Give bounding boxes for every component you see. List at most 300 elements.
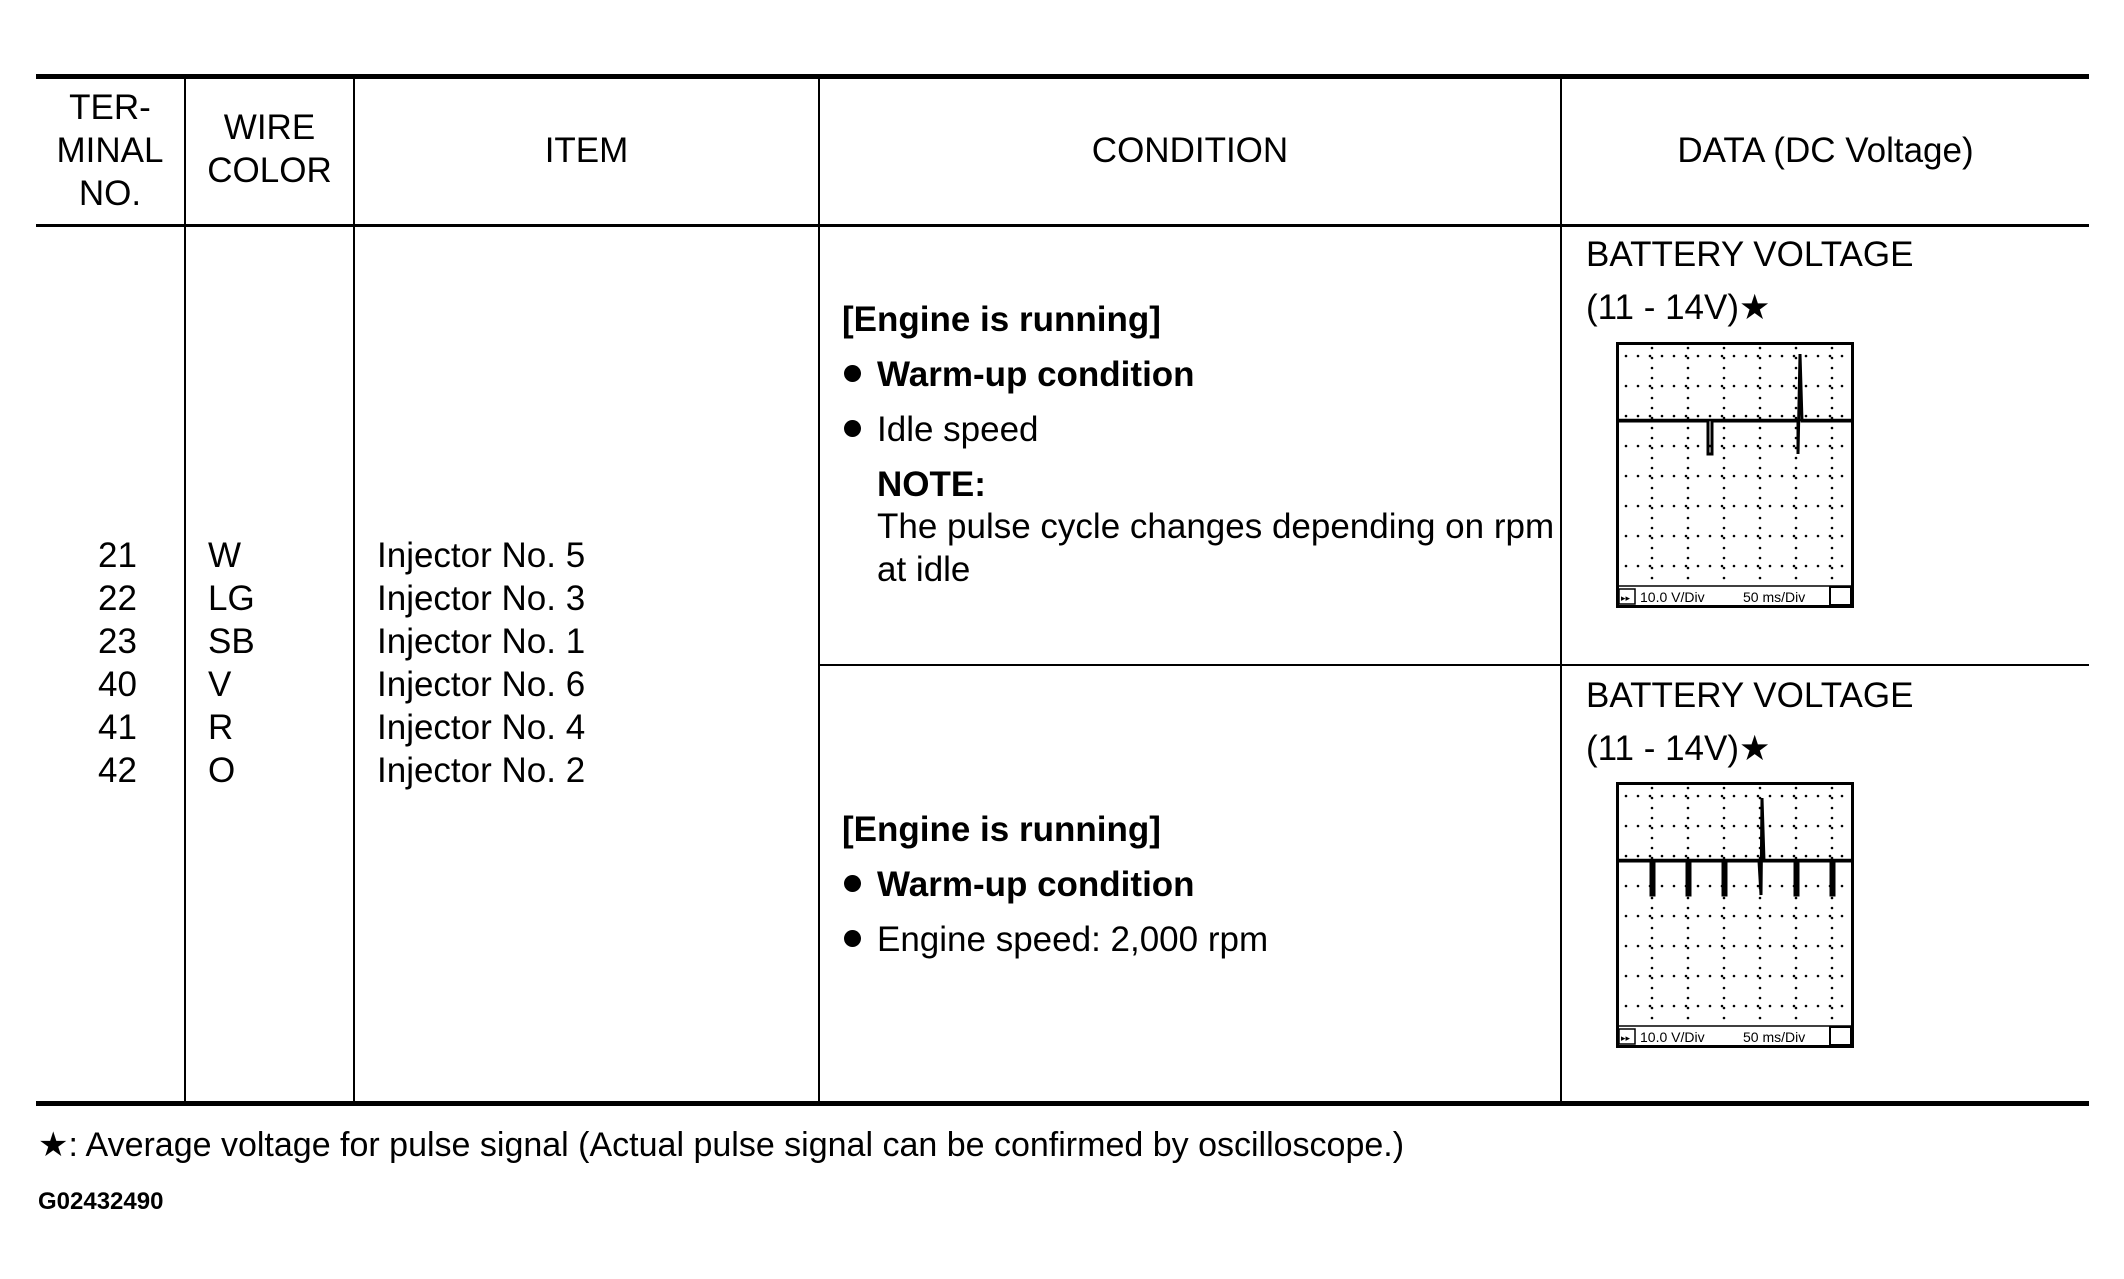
grid-dot — [1625, 355, 1628, 358]
terminal-42: 42 — [98, 751, 137, 790]
grid-dot — [1795, 1017, 1798, 1020]
grid-dot — [1673, 885, 1676, 888]
grid-dot — [1841, 945, 1844, 948]
grid-dot — [1793, 355, 1796, 358]
grid-dot — [1721, 945, 1724, 948]
grid-dot — [1625, 505, 1628, 508]
grid-dot — [1651, 347, 1654, 350]
grid-dot — [1649, 415, 1652, 418]
wire-color-o: O — [208, 751, 236, 790]
grid-dot — [1723, 957, 1726, 960]
grid-dot — [1745, 915, 1748, 918]
grid-dot — [1687, 567, 1690, 570]
grid-dot — [1759, 897, 1762, 900]
grid-dot — [1637, 825, 1640, 828]
grid-dot — [1759, 477, 1762, 480]
grid-dot — [1697, 415, 1700, 418]
grid-dot — [1757, 885, 1760, 888]
grid-dot — [1831, 577, 1834, 580]
grid-dot — [1651, 987, 1654, 990]
grid-dot — [1745, 445, 1748, 448]
grid-dot — [1649, 355, 1652, 358]
grid-dot — [1697, 535, 1700, 538]
grid-dot — [1829, 565, 1832, 568]
grid-dot — [1673, 975, 1676, 978]
grid-dot — [1795, 827, 1798, 830]
grid-dot — [1831, 547, 1834, 550]
star-icon: ★ — [38, 1126, 69, 1164]
grid-dot — [1661, 445, 1664, 448]
grid-dot — [1769, 565, 1772, 568]
grid-dot — [1687, 917, 1690, 920]
grid-dot — [1805, 385, 1808, 388]
grid-dot — [1831, 487, 1834, 490]
grid-dot — [1685, 855, 1688, 858]
grid-dot — [1795, 577, 1798, 580]
grid-dot — [1841, 385, 1844, 388]
footnote — [38, 1128, 1404, 1162]
grid-dot — [1831, 987, 1834, 990]
grid-dot — [1831, 927, 1834, 930]
row-divider — [819, 664, 2089, 666]
data-1-battery-voltage: BATTERY VOLTAGE — [1586, 235, 1914, 274]
grid-dot — [1687, 407, 1690, 410]
grid-dot — [1661, 915, 1664, 918]
grid-dot — [1795, 847, 1798, 850]
grid-dot — [1817, 975, 1820, 978]
terminal-41: 41 — [98, 708, 137, 747]
grid-dot — [1687, 447, 1690, 450]
grid-dot — [1651, 397, 1654, 400]
grid-dot — [1757, 475, 1760, 478]
grid-dot — [1651, 407, 1654, 410]
grid-dot — [1687, 957, 1690, 960]
grid-dot — [1759, 907, 1762, 910]
grid-dot — [1781, 385, 1784, 388]
grid-dot — [1651, 447, 1654, 450]
grid-dot — [1709, 385, 1712, 388]
grid-dot — [1697, 855, 1700, 858]
grid-dot — [1687, 367, 1690, 370]
grid-dot — [1817, 445, 1820, 448]
grid-dot — [1697, 505, 1700, 508]
grid-dot — [1759, 577, 1762, 580]
scope-time-div: 50 ms/Div — [1743, 589, 1806, 605]
data-1-voltage-value: (11 - 14V) — [1586, 288, 1740, 327]
grid-dot — [1723, 847, 1726, 850]
grid-dot — [1733, 1005, 1736, 1008]
bullet-dot — [844, 365, 861, 382]
grid-dot — [1795, 917, 1798, 920]
grid-dot — [1723, 347, 1726, 350]
grid-dot — [1651, 837, 1654, 840]
grid-dot — [1817, 825, 1820, 828]
bullet-dot — [844, 875, 861, 892]
grid-dot — [1637, 795, 1640, 798]
grid-dot — [1745, 415, 1748, 418]
grid-dot — [1651, 897, 1654, 900]
grid-dot — [1745, 1005, 1748, 1008]
grid-dot — [1709, 795, 1712, 798]
grid-dot — [1661, 855, 1664, 858]
grid-dot — [1687, 927, 1690, 930]
grid-dot — [1817, 355, 1820, 358]
grid-dot — [1661, 475, 1664, 478]
grid-dot — [1829, 505, 1832, 508]
grid-dot — [1757, 565, 1760, 568]
grid-dot — [1733, 825, 1736, 828]
grid-dot — [1757, 945, 1760, 948]
grid-dot — [1687, 427, 1690, 430]
grid-dot — [1795, 957, 1798, 960]
grid-dot — [1769, 855, 1772, 858]
grid-dot — [1723, 387, 1726, 390]
grid-dot — [1651, 457, 1654, 460]
footnote-text: : Average voltage for pulse signal (Actual pulse signal can be confirmed by oscilloscope.) — [68, 1126, 1405, 1164]
grid-dot — [1795, 807, 1798, 810]
grid-dot — [1721, 795, 1724, 798]
condition-2-bullet-2: Engine speed: 2,000 rpm — [877, 920, 1269, 959]
grid-dot — [1625, 415, 1628, 418]
grid-dot — [1841, 415, 1844, 418]
grid-dot — [1685, 915, 1688, 918]
scope-volt-div: 10.0 V/Div — [1640, 589, 1705, 605]
grid-dot — [1625, 855, 1628, 858]
grid-dot — [1745, 535, 1748, 538]
grid-dot — [1651, 527, 1654, 530]
grid-dot — [1685, 795, 1688, 798]
grid-dot — [1831, 497, 1834, 500]
scope-run-icon: ▸▸ — [1621, 594, 1631, 604]
grid-dot — [1687, 967, 1690, 970]
grid-dot — [1745, 825, 1748, 828]
grid-dot — [1651, 357, 1654, 360]
scope-time-div: 50 ms/Div — [1743, 1029, 1806, 1045]
grid-dot — [1759, 787, 1762, 790]
grid-dot — [1795, 997, 1798, 1000]
grid-dot — [1673, 1005, 1676, 1008]
grid-dot — [1723, 537, 1726, 540]
grid-dot — [1831, 957, 1834, 960]
scope-end-box — [1830, 587, 1851, 605]
grid-dot — [1831, 397, 1834, 400]
grid-dot — [1781, 415, 1784, 418]
grid-dot — [1759, 947, 1762, 950]
item-injector-5: Injector No. 5 — [377, 536, 586, 575]
bullet-dot — [844, 420, 861, 437]
grid-dot — [1651, 907, 1654, 910]
grid-dot — [1723, 917, 1726, 920]
grid-dot — [1651, 797, 1654, 800]
grid-dot — [1781, 915, 1784, 918]
grid-dot — [1687, 377, 1690, 380]
grid-dot — [1637, 885, 1640, 888]
grid-dot — [1733, 505, 1736, 508]
grid-dot — [1759, 487, 1762, 490]
grid-dot — [1805, 565, 1808, 568]
grid-dot — [1829, 945, 1832, 948]
grid-dot — [1795, 987, 1798, 990]
grid-dot — [1817, 945, 1820, 948]
grid-dot — [1687, 827, 1690, 830]
wire-color-w: W — [208, 536, 242, 575]
grid-dot — [1759, 997, 1762, 1000]
grid-dot — [1759, 967, 1762, 970]
grid-dot — [1723, 557, 1726, 560]
grid-dot — [1637, 535, 1640, 538]
grid-dot — [1795, 797, 1798, 800]
grid-dot — [1625, 885, 1628, 888]
grid-dot — [1637, 915, 1640, 918]
grid-dot — [1687, 817, 1690, 820]
grid-dot — [1805, 975, 1808, 978]
grid-dot — [1687, 437, 1690, 440]
grid-dot — [1625, 475, 1628, 478]
grid-dot — [1723, 927, 1726, 930]
grid-dot — [1759, 377, 1762, 380]
grid-dot — [1829, 795, 1832, 798]
grid-dot — [1651, 997, 1654, 1000]
grid-dot — [1697, 565, 1700, 568]
grid-dot — [1757, 1005, 1760, 1008]
grid-dot — [1769, 415, 1772, 418]
grid-dot — [1805, 795, 1808, 798]
grid-dot — [1661, 415, 1664, 418]
grid-dot — [1651, 537, 1654, 540]
grid-dot — [1709, 535, 1712, 538]
grid-dot — [1651, 467, 1654, 470]
grid-dot — [1817, 885, 1820, 888]
grid-dot — [1723, 357, 1726, 360]
grid-dot — [1709, 825, 1712, 828]
grid-dot — [1831, 567, 1834, 570]
grid-dot — [1817, 565, 1820, 568]
grid-dot — [1687, 507, 1690, 510]
grid-dot — [1721, 415, 1724, 418]
grid-dot — [1829, 915, 1832, 918]
grid-dot — [1651, 377, 1654, 380]
item-injector-4: Injector No. 4 — [377, 708, 586, 747]
grid-dot — [1759, 1007, 1762, 1010]
grid-dot — [1841, 445, 1844, 448]
terminal-23: 23 — [98, 622, 137, 661]
grid-dot — [1649, 565, 1652, 568]
grid-dot — [1795, 787, 1798, 790]
grid-dot — [1685, 355, 1688, 358]
grid-dot — [1759, 507, 1762, 510]
header-wire-line-2: COLOR — [207, 151, 332, 190]
grid-dot — [1625, 915, 1628, 918]
grid-dot — [1795, 477, 1798, 480]
grid-dot — [1651, 807, 1654, 810]
grid-dot — [1795, 517, 1798, 520]
grid-dot — [1723, 457, 1726, 460]
grid-dot — [1817, 385, 1820, 388]
wire-color-v: V — [208, 665, 232, 704]
grid-dot — [1793, 825, 1796, 828]
grid-dot — [1651, 567, 1654, 570]
grid-dot — [1673, 445, 1676, 448]
figure-code: G02432490 — [38, 1188, 164, 1215]
header-wire-line-1: WIRE — [223, 108, 316, 147]
grid-dot — [1687, 807, 1690, 810]
grid-dot — [1733, 855, 1736, 858]
grid-dot — [1685, 565, 1688, 568]
grid-dot — [1805, 915, 1808, 918]
header-terminal-no — [36, 86, 184, 215]
grid-dot — [1831, 997, 1834, 1000]
condition-1-note-line-2: at idle — [877, 550, 971, 589]
grid-dot — [1831, 527, 1834, 530]
star-icon: ★ — [1739, 729, 1771, 768]
grid-dot — [1721, 975, 1724, 978]
grid-dot — [1831, 457, 1834, 460]
grid-dot — [1649, 505, 1652, 508]
grid-dot — [1757, 445, 1760, 448]
grid-dot — [1757, 355, 1760, 358]
grid-dot — [1685, 475, 1688, 478]
grid-dot — [1625, 385, 1628, 388]
grid-dot — [1685, 415, 1688, 418]
grid-dot — [1793, 385, 1796, 388]
grid-dot — [1723, 807, 1726, 810]
grid-dot — [1793, 415, 1796, 418]
grid-dot — [1745, 565, 1748, 568]
data-1-voltage-range — [1586, 290, 1770, 325]
grid-dot — [1795, 527, 1798, 530]
grid-dot — [1637, 975, 1640, 978]
grid-dot — [1687, 897, 1690, 900]
grid-dot — [1793, 945, 1796, 948]
grid-dot — [1709, 915, 1712, 918]
grid-dot — [1831, 357, 1834, 360]
grid-dot — [1831, 437, 1834, 440]
grid-dot — [1723, 547, 1726, 550]
grid-dot — [1723, 367, 1726, 370]
grid-dot — [1673, 795, 1676, 798]
grid-dot — [1781, 825, 1784, 828]
grid-dot — [1723, 967, 1726, 970]
grid-dot — [1781, 445, 1784, 448]
grid-dot — [1687, 537, 1690, 540]
grid-dot — [1831, 1007, 1834, 1010]
grid-dot — [1759, 347, 1762, 350]
grid-dot — [1831, 817, 1834, 820]
grid-dot — [1795, 367, 1798, 370]
grid-dot — [1721, 355, 1724, 358]
grid-dot — [1795, 937, 1798, 940]
table-bottom-border — [36, 1101, 2089, 1106]
grid-dot — [1781, 795, 1784, 798]
grid-dot — [1673, 475, 1676, 478]
header-terminal-line-2: MINAL — [56, 131, 164, 170]
grid-dot — [1661, 825, 1664, 828]
grid-dot — [1759, 527, 1762, 530]
grid-dot — [1831, 377, 1834, 380]
grid-dot — [1757, 385, 1760, 388]
grid-dot — [1687, 837, 1690, 840]
grid-dot — [1831, 837, 1834, 840]
grid-dot — [1661, 385, 1664, 388]
item-injector-1: Injector No. 1 — [377, 622, 586, 661]
grid-dot — [1685, 385, 1688, 388]
grid-dot — [1649, 825, 1652, 828]
grid-dot — [1661, 885, 1664, 888]
grid-dot — [1831, 537, 1834, 540]
table-top-border — [36, 74, 2089, 79]
grid-dot — [1795, 817, 1798, 820]
grid-dot — [1661, 505, 1664, 508]
grid-dot — [1637, 565, 1640, 568]
grid-dot — [1661, 975, 1664, 978]
grid-dot — [1781, 855, 1784, 858]
grid-dot — [1745, 385, 1748, 388]
grid-dot — [1831, 907, 1834, 910]
grid-dot — [1795, 907, 1798, 910]
grid-dot — [1795, 537, 1798, 540]
grid-dot — [1829, 825, 1832, 828]
oscilloscope-2000rpm — [1616, 782, 1854, 1048]
grid-dot — [1733, 355, 1736, 358]
grid-dot — [1759, 447, 1762, 450]
grid-dot — [1733, 915, 1736, 918]
grid-dot — [1637, 505, 1640, 508]
grid-dot — [1769, 535, 1772, 538]
grid-dot — [1831, 467, 1834, 470]
grid-dot — [1687, 1017, 1690, 1020]
grid-dot — [1723, 567, 1726, 570]
grid-dot — [1841, 535, 1844, 538]
grid-dot — [1685, 445, 1688, 448]
grid-dot — [1795, 407, 1798, 410]
col-divider-4 — [1560, 79, 1562, 1103]
grid-dot — [1769, 385, 1772, 388]
grid-dot — [1795, 967, 1798, 970]
header-wire-color — [186, 106, 353, 192]
grid-dot — [1805, 355, 1808, 358]
grid-dot — [1805, 885, 1808, 888]
grid-dot — [1673, 915, 1676, 918]
grid-dot — [1831, 797, 1834, 800]
grid-dot — [1841, 825, 1844, 828]
grid-dot — [1759, 357, 1762, 360]
grid-dot — [1759, 957, 1762, 960]
header-item: ITEM — [544, 131, 629, 170]
grid-dot — [1709, 975, 1712, 978]
grid-dot — [1685, 975, 1688, 978]
grid-dot — [1649, 1005, 1652, 1008]
item-injector-6: Injector No. 6 — [377, 665, 586, 704]
grid-dot — [1723, 1007, 1726, 1010]
grid-dot — [1721, 825, 1724, 828]
grid-dot — [1637, 855, 1640, 858]
grid-dot — [1687, 557, 1690, 560]
grid-dot — [1625, 825, 1628, 828]
grid-dot — [1745, 855, 1748, 858]
grid-dot — [1723, 937, 1726, 940]
grid-dot — [1795, 377, 1798, 380]
grid-dot — [1697, 885, 1700, 888]
grid-dot — [1687, 397, 1690, 400]
grid-dot — [1841, 855, 1844, 858]
condition-1-note-title: NOTE: — [877, 465, 986, 504]
grid-dot — [1697, 385, 1700, 388]
grid-dot — [1795, 557, 1798, 560]
grid-dot — [1733, 475, 1736, 478]
grid-dot — [1673, 825, 1676, 828]
grid-dot — [1769, 505, 1772, 508]
grid-dot — [1625, 1005, 1628, 1008]
